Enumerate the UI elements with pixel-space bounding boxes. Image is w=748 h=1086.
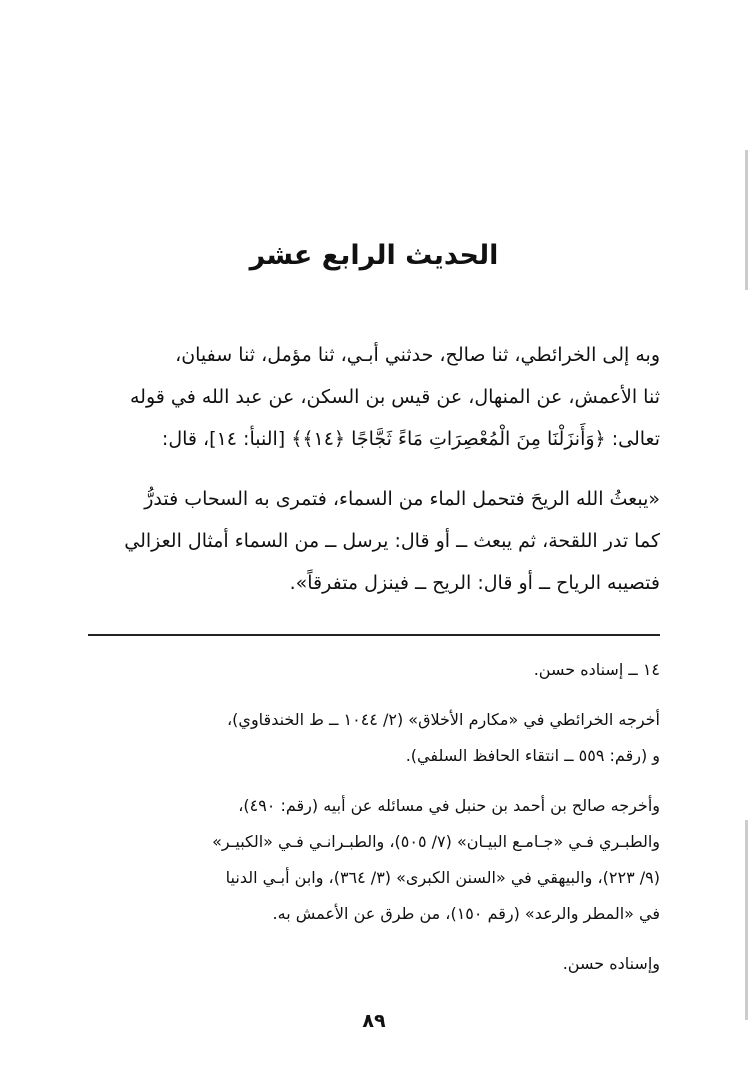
isnad-paragraph bbox=[68, 334, 660, 460]
footnotes bbox=[68, 652, 660, 982]
footnote-line: و (رقم: ٥٥٩ ــ انتقاء الحافظ السلفي). bbox=[405, 746, 660, 765]
spacer bbox=[68, 774, 660, 788]
hadith-text bbox=[68, 478, 660, 604]
footnote-heading: ١٤ ــ إسناده حسن. bbox=[533, 660, 660, 679]
spacer bbox=[68, 688, 660, 702]
hadith-line: «يبعثُ الله الريحَ فتحمل الماء من السماء، فتمرى به السحاب فتدرُّ bbox=[144, 488, 660, 510]
footnote-line: في «المطر والرعد» (رقم ١٥٠)، من طرق عن الأعمش به. bbox=[272, 904, 660, 923]
isnad-line: تعالى: ﴿وَأَنزَلْنَا مِنَ الْمُعْصِرَاتِ مَاءً ثَجَّاجًا ﴿١٤﴾﴾ [النبأ: ١٤]، قال: bbox=[161, 428, 660, 450]
footnote-line: وأخرجه صالح بن أحمد بن حنبل في مسائله عن أبيه (رقم: ٤٩٠)، bbox=[238, 796, 660, 815]
isnad-line: ثنا الأعمش، عن المنهال، عن قيس بن السكن، عن عبد الله في قوله bbox=[129, 386, 660, 408]
hadith-line: كما تدر اللقحة، ثم يبعث ــ أو قال: يرسل ــ من السماء أمثال العزالي bbox=[124, 530, 660, 552]
footnote-divider bbox=[88, 634, 660, 636]
footnote-line: والطبـري فـي «جـامـع البيـان» (٧/ ٥٠٥)، والطبـرانـي فـي «الكبيـر» bbox=[212, 832, 660, 851]
spacer bbox=[68, 932, 660, 946]
footnote-conclusion: وإسناده حسن. bbox=[562, 954, 660, 973]
isnad-line: وبه إلى الخرائطي، ثنا صالح، حدثني أبـي، ثنا مؤمل، ثنا سفيان، bbox=[175, 344, 660, 366]
footnote-line: (٩/ ٢٢٣)، والبيهقي في «السنن الكبرى» (٣/ ٣٦٤)، وابن أبـي الدنيا bbox=[225, 868, 660, 887]
chapter-title: الحديث الرابع عشر bbox=[249, 240, 499, 271]
footnote-line: أخرجه الخرائطي في «مكارم الأخلاق» (٢/ ١٠٤٤ ــ ط الخندقاوي)، bbox=[227, 710, 660, 729]
page-number: ٨٩ bbox=[362, 1010, 386, 1032]
hadith-line: فتصيبه الرياح ــ أو قال: الريح ــ فينزل متفرقاً». bbox=[289, 572, 660, 594]
